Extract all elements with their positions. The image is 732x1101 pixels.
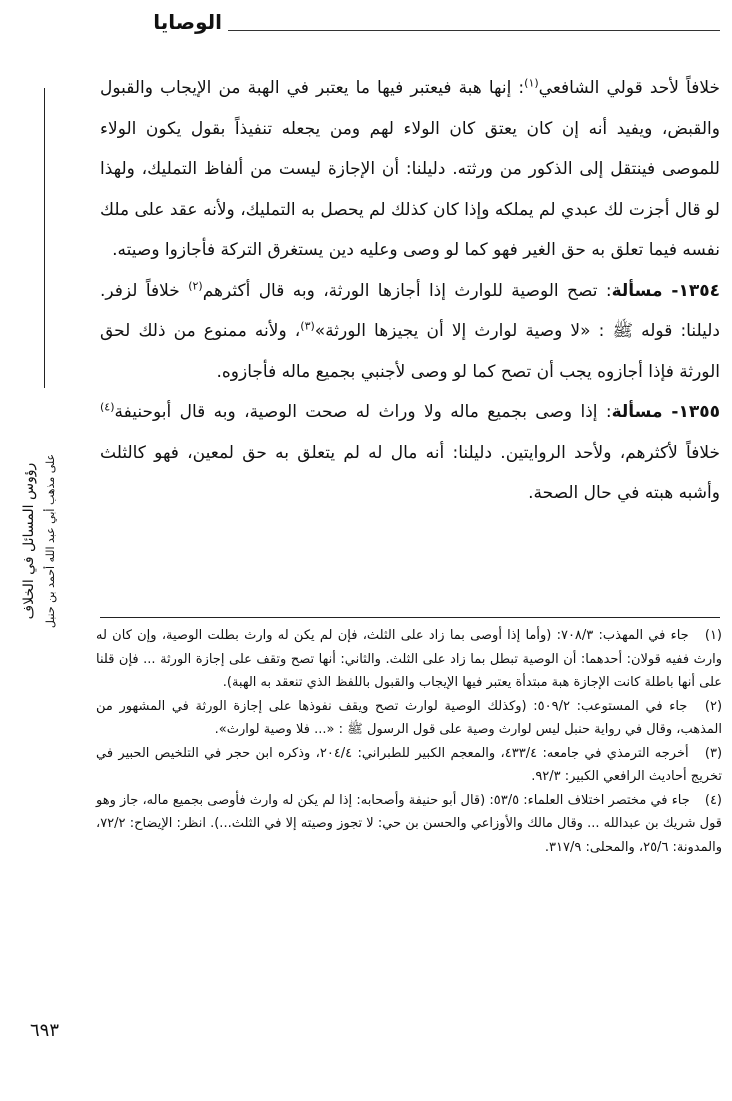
paragraph-text: : إنها هبة فيعتبر فيها ما يعتبر في الهبة من الإيجاب والقبول والقبض، ويفيد أنه إن كان يعتق كان الولاء لهم ومن يجعله تنفيذاً بقول يكون الولاء للموصى فينتقل إلى الذكور من ورثته. دليلنا: أن الإجازة ليست من ألفاظ التمليك، ولهذا لو قال أجزت لك عبدي لم يملكه وإذا كان كذلك لم يحصل به التمليك، ولأنه عقد على ملك نفسه فيما تعلق به حق الغير فهو كما لو وصى وعليه دين يستغرق التركة فأجازوا وصيته. — [100, 78, 720, 260]
footnote-ref[interactable]: (١) — [524, 76, 539, 90]
footnote — [96, 695, 722, 742]
paragraph-text: خلافاً لأكثرهم، ولأحد الروايتين. دليلنا: أنه مال له لم يتعلق به حق لمعين، فهو كالثلث وأشبه هبته في حال الصحة. — [100, 442, 720, 503]
main-text — [100, 68, 720, 514]
running-book-title — [18, 436, 64, 646]
footnote-number: (٢) — [704, 698, 723, 714]
paragraph-text: : تصح الوصية للوارث إذا أجازها الورثة، وبه قال أكثرهم — [202, 280, 612, 301]
paragraph-text: خلافاً لأحد قولي الشافعي — [538, 78, 720, 98]
footnote-number: (٣) — [704, 745, 723, 761]
footnote — [96, 789, 722, 860]
page-number: ٦٩٣ — [30, 1020, 60, 1041]
footnote-separator — [100, 617, 720, 618]
footnote-text: جاء في مختصر اختلاف العلماء: ٥٣/٥: (قال أبو حنيفة وأصحابه: إذا لم يكن له وارث فأوصى بجميع ماله، جاز وهو قول شريك بن عبدالله ... وقال مالك والأوزاعي والحسن بن حي: لا تجوز وصيته إلا في الثلث...). انظر: الإيضاح: ٧٢/٢، والمدونة: ٢٥/٦، والمحلى: ٣١٧/٩. — [96, 792, 722, 855]
footnote-number: (٤) — [704, 792, 722, 808]
issue-label: مسألة — [611, 280, 663, 301]
footnote — [96, 742, 722, 789]
footnote-ref[interactable]: (٢) — [188, 278, 203, 292]
issue-label: مسألة — [611, 402, 663, 422]
margin-line — [44, 88, 45, 388]
issue-number: ١٣٥٥ — [678, 402, 720, 422]
footnote — [96, 624, 722, 695]
footnote-text: جاء في المستوعب: ٥٠٩/٢: (وكذلك الوصية لوارث تصح ويقف نفوذها على إجازة الورثة في المشهور من المذهب، وقال في رواية حنبل ليس لوارث وصية على قول الرسول ﷺ : «... فلا وصية لوارث». — [96, 698, 722, 737]
issue-paragraph: ١٣٥٥- مسألة: إذا وصى بجميع ماله ولا وراث له صحت الوصية، وبه قال أبوحنيفة$^{(٤)}$ خلافاً لأكثرهم، ولأحد الروايتين. دليلنا: أنه مال له لم يتعلق به حق لمعين، فهو كالثلث وأشبه هبته في حال الصحة. — [100, 400, 720, 503]
running-title-main: رؤوس المسائل في الخلاف — [21, 462, 37, 620]
paragraph-text: خلافاً لزفر. دليلنا: قوله ﷺ : «لا وصية لوارث إلا أن يجيزها الورثة» — [100, 280, 721, 341]
issue-paragraph: ١٣٥٤- مسألة: تصح الوصية للوارث إذا أجازها الورثة، وبه قال أكثرهم$^{(٢)}$ خلافاً لزفر. دليلنا: قوله ﷺ : «لا وصية لوارث إلا أن يجيزها الورثة»$^{(٣)}$، ولأنه ممنوع من ذلك لحق الورثة فإذا أجازوه يجب أن تصح كما لو وصى لأجنبي بجميع ماله فأجازوه. — [100, 278, 721, 382]
chapter-title: الوصايا — [153, 10, 222, 34]
running-title-sub: على مذهب أبي عبد الله أحمد بن حنبل — [44, 453, 57, 629]
footnotes — [96, 624, 722, 859]
footnote-ref[interactable]: (٤) — [100, 400, 115, 414]
footnote-ref[interactable]: (٣) — [300, 319, 315, 333]
header-rule — [228, 30, 720, 31]
issue-number: ١٣٥٤ — [678, 280, 720, 301]
footnote-text: جاء في المهذب: ٧٠٨/٣: (وأما إذا أوصى بما زاد على الثلث، فإن لم يكن له وارث بطلت الوصية، وإن كان له وارث ففيه قولان: أحدهما: أن الوصية تبطل بما زاد على الثلث. والثاني: أنها تصح وتقف على إجازة الورثة ... فإن قلنا على أنها باطلة كانت الإجازة هبة مبتدأة يعتبر فيها الإيجاب والقبول باللفظ الذي تنعقد به الهبة). — [96, 628, 722, 690]
paragraph-text: ، ولأنه ممنوع من ذلك لحق الورثة فإذا أجازوه يجب أن تصح كما لو وصى لأجنبي بجميع ماله فأجازوه. — [100, 321, 720, 382]
footnote-number: (١) — [704, 628, 722, 643]
paragraph-continued — [100, 68, 720, 271]
footnote-text: أخرجه الترمذي في جامعه: ٤٣٣/٤، والمعجم الكبير للطبراني: ٢٠٤/٤، وذكره ابن حجر في التلخيص الحبير في تخريج أحاديث الرافعي الكبير: ٩٢/٣. — [96, 745, 722, 784]
paragraph-text: : إذا وصى بجميع ماله ولا وراث له صحت الوصية، وبه قال أبوحنيفة — [114, 402, 612, 422]
